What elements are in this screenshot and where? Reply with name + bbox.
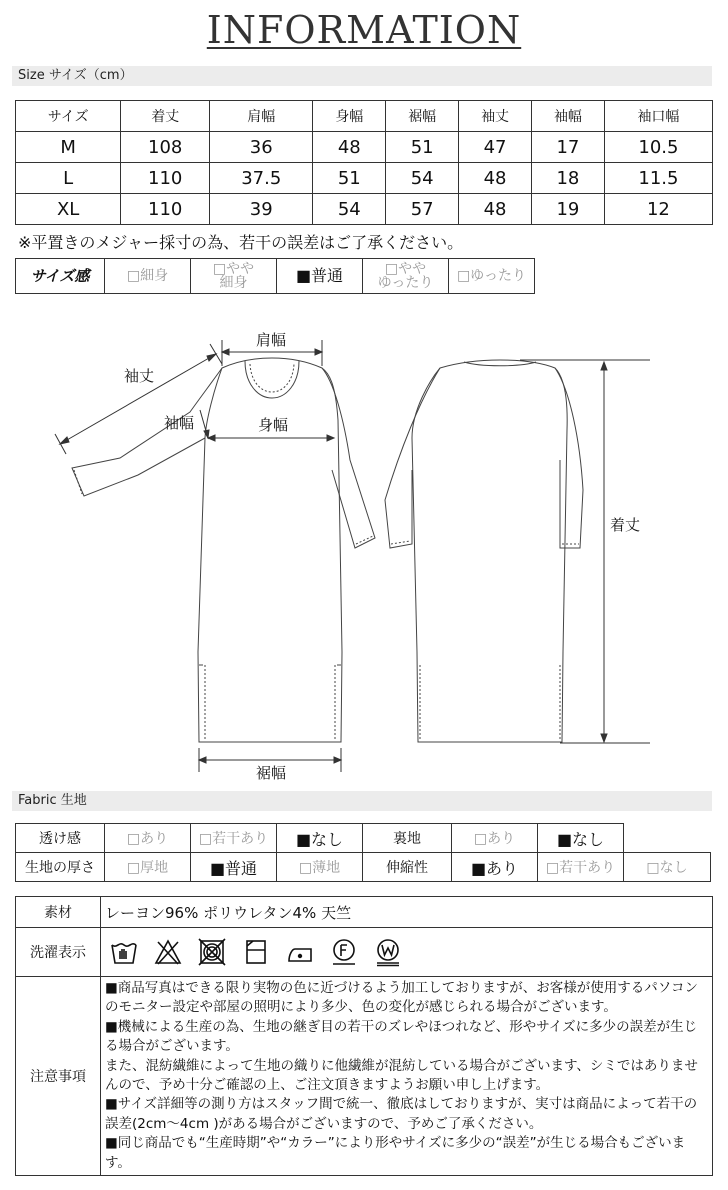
note-paragraph: ■同じ商品でも“生産時期”や“カラー”により形やサイズに多少の“誤差”が生じる場合もございます。 xyxy=(105,1135,686,1171)
fabric-option: □なし xyxy=(624,853,711,882)
size-header-cell: 裾幅 xyxy=(386,101,459,132)
size-header-row xyxy=(16,101,713,132)
back-right-sleeve xyxy=(555,368,583,548)
fabric-option: ■あり xyxy=(452,853,538,882)
fabric-option: □あり xyxy=(452,824,538,853)
size-section-bar: Size サイズ（cm） xyxy=(12,66,712,86)
size-cell: 39 xyxy=(210,194,313,225)
fabric-table xyxy=(15,823,711,882)
size-cell: 48 xyxy=(459,163,532,194)
fabric-row xyxy=(16,853,711,882)
front-right-sleeve xyxy=(322,368,375,548)
size-header-cell: 身幅 xyxy=(313,101,386,132)
fabric-option: □薄地 xyxy=(277,853,363,882)
size-note: ※平置きのメジャー採寸の為、若干の誤差はご了承ください。 xyxy=(18,233,464,252)
size-cell: 57 xyxy=(386,194,459,225)
size-table xyxy=(15,100,713,225)
size-cell: 17 xyxy=(532,132,605,163)
no-bleach-icon xyxy=(153,937,183,967)
dry-clean-f-icon xyxy=(329,937,359,967)
front-neckline xyxy=(245,361,299,398)
notes-text xyxy=(101,977,713,1176)
fabric-option: □若干あり xyxy=(191,824,277,853)
page-title: INFORMATION xyxy=(206,8,522,52)
size-row xyxy=(16,163,713,194)
label-hem-width: 裾幅 xyxy=(256,764,287,782)
no-tumble-dry-icon xyxy=(197,937,227,967)
fabric-row xyxy=(16,824,711,853)
size-cell: 36 xyxy=(210,132,313,163)
size-cell: 19 xyxy=(532,194,605,225)
fit-option: □やや 細身 xyxy=(191,259,277,294)
size-header-cell: 着丈 xyxy=(121,101,210,132)
info-table xyxy=(15,896,713,1176)
size-row xyxy=(16,194,713,225)
fabric-section-bar: Fabric 生地 xyxy=(12,791,712,811)
fabric-option xyxy=(624,824,711,853)
fabric-option: ■なし xyxy=(538,824,624,853)
size-cell: XL xyxy=(16,194,121,225)
fabric-label: 伸縮性 xyxy=(363,853,452,882)
fit-option: □ゆったり xyxy=(449,259,535,294)
care-icons xyxy=(101,929,712,975)
fabric-option: □若干あり xyxy=(538,853,624,882)
size-header-cell: 袖丈 xyxy=(459,101,532,132)
size-cell: 18 xyxy=(532,163,605,194)
size-header-cell: 袖幅 xyxy=(532,101,605,132)
fabric-option: □厚地 xyxy=(105,853,191,882)
fabric-label: 透け感 xyxy=(16,824,105,853)
label-shoulder-width: 肩幅 xyxy=(256,331,287,349)
front-left-sleeve xyxy=(72,368,222,496)
size-cell: 51 xyxy=(386,132,459,163)
size-cell: 110 xyxy=(121,163,210,194)
size-cell: 37.5 xyxy=(210,163,313,194)
note-paragraph: ■商品写真はできる限り実物の色に近づけるよう加工しておりますが、お客様が使用するパソコンのモニター設定や部屋の照明により多少、色の変化が感じられる場合がございます。 xyxy=(105,980,698,1016)
iron-low-icon xyxy=(285,937,315,967)
note-paragraph: ■機械による生産の為、生地の継ぎ目の若干のズレやほつれなど、形やサイズに多少の誤差が生じる場合がございます。 xyxy=(105,1018,698,1055)
hand-wash-30-icon xyxy=(109,937,139,967)
garment-diagram xyxy=(0,320,728,790)
note-paragraph: ■サイズ詳細等の測り方はスタッフ間で統一、徹底はしておりますが、実寸は商品によって若干の誤差(2cm〜4cm )がある場合がございますので、予めご了承ください。 xyxy=(105,1096,698,1132)
label-sleeve-width: 袖幅 xyxy=(164,414,195,432)
material-label: 素材 xyxy=(16,897,101,928)
line-dry-shade-icon xyxy=(241,937,271,967)
label-total-length: 着丈 xyxy=(610,516,641,534)
size-cell: L xyxy=(16,163,121,194)
note-paragraph: また、混紡繊維によって生地の織りに他繊維が混紡している場合がございます、シミではありませんので、予め十分ご確認の上、ご注文頂きますようお願い申し上げます。 xyxy=(105,1057,698,1094)
fabric-option: ■なし xyxy=(277,824,363,853)
fabric-option: ■普通 xyxy=(191,853,277,882)
fit-option: □細身 xyxy=(105,259,191,294)
size-cell: 12 xyxy=(604,194,712,225)
care-label: 洗濯表示 xyxy=(16,928,101,977)
size-header-cell: 袖口幅 xyxy=(604,101,712,132)
size-cell: 54 xyxy=(313,194,386,225)
size-cell: 54 xyxy=(386,163,459,194)
size-row xyxy=(16,132,713,163)
fabric-label: 裏地 xyxy=(363,824,452,853)
size-cell: 108 xyxy=(121,132,210,163)
label-sleeve-length: 袖丈 xyxy=(124,367,155,385)
size-cell: 48 xyxy=(313,132,386,163)
size-cell: 47 xyxy=(459,132,532,163)
fabric-label: 生地の厚さ xyxy=(16,853,105,882)
fit-option: ■普通 xyxy=(277,259,363,294)
fabric-option: □あり xyxy=(105,824,191,853)
size-cell: 51 xyxy=(313,163,386,194)
size-cell: 10.5 xyxy=(604,132,712,163)
size-cell: M xyxy=(16,132,121,163)
size-header-cell: サイズ xyxy=(16,101,121,132)
size-cell: 11.5 xyxy=(604,163,712,194)
back-dress-outline xyxy=(412,360,567,742)
fit-label: サイズ感 xyxy=(16,259,105,294)
fit-table xyxy=(15,258,535,294)
notes-label: 注意事項 xyxy=(16,977,101,1176)
size-cell: 48 xyxy=(459,194,532,225)
material-value: レーヨン96% ポリウレタン4% 天竺 xyxy=(101,897,713,928)
size-header-cell: 肩幅 xyxy=(210,101,313,132)
wet-clean-w-icon xyxy=(373,937,403,967)
label-body-width: 身幅 xyxy=(258,416,289,434)
size-cell: 110 xyxy=(121,194,210,225)
fit-option: □やや ゆったり xyxy=(363,259,449,294)
